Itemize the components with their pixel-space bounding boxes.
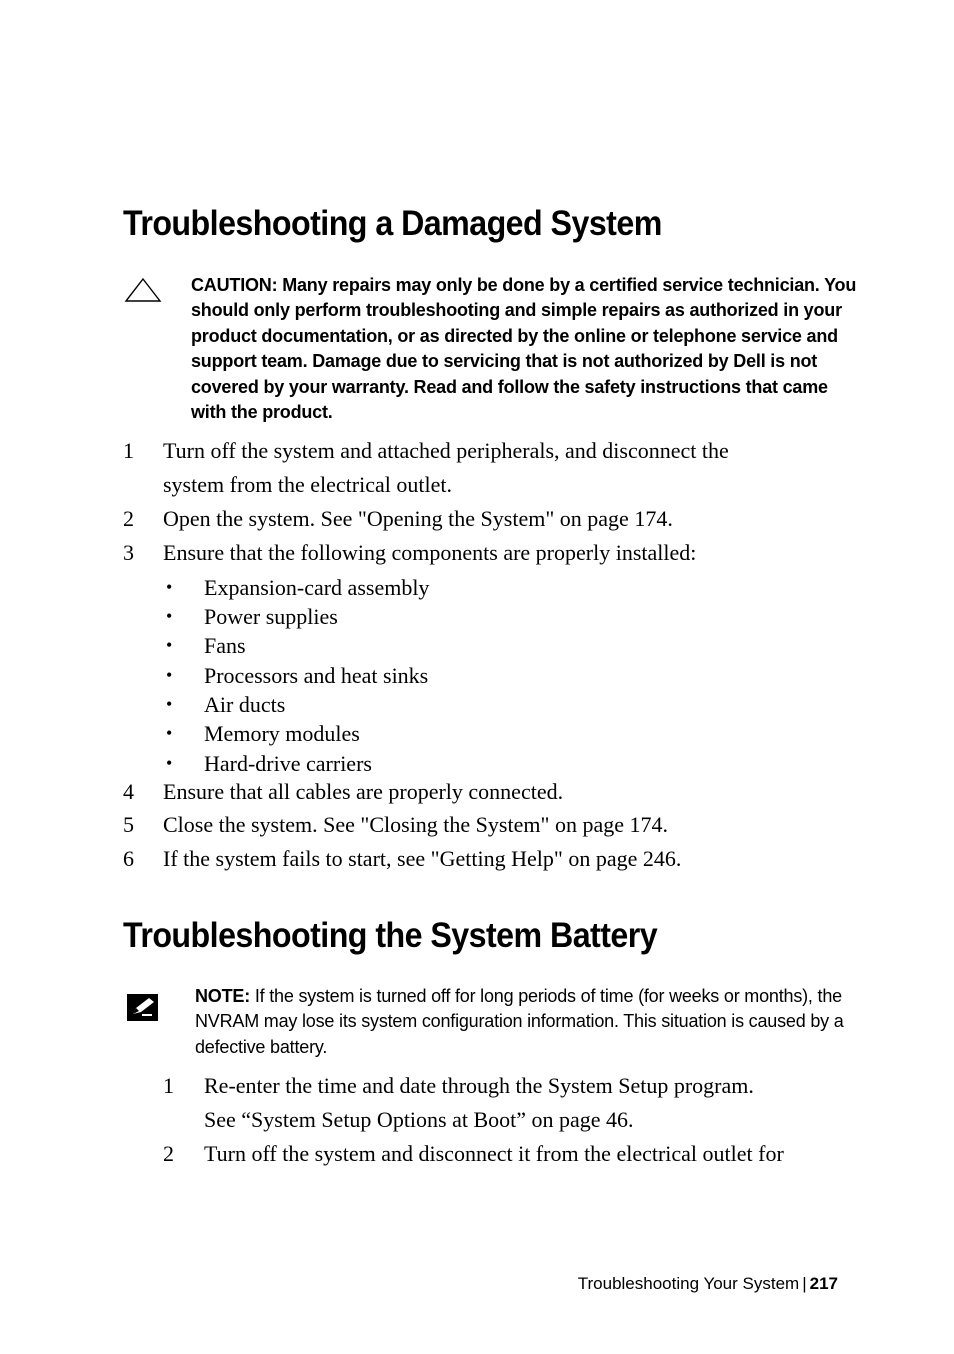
component-list-item: Air ducts <box>204 692 286 717</box>
bullet-icon: • <box>166 606 173 626</box>
bullet-icon: • <box>166 665 173 685</box>
section-heading-damaged-system: Troubleshooting a Damaged System <box>123 204 662 243</box>
page-footer <box>578 1273 838 1295</box>
step-text: Re-enter the time and date through the System Setup program. <box>204 1073 754 1098</box>
step-text-continued: See “System Setup Options at Boot” on page 46. <box>204 1107 634 1132</box>
note-text: If the system is turned off for long periods of time (for weeks or months), the NVRAM may lose its system configuration information. This situation is caused by a defective battery. <box>195 986 844 1057</box>
step-number: 1 <box>123 438 134 463</box>
step-text: Turn off the system and attached peripherals, and disconnect the <box>163 438 729 463</box>
step-text: Open the system. See "Opening the System" on page 174. <box>163 506 673 531</box>
note-pencil-icon <box>127 994 158 1021</box>
step-number: 5 <box>123 812 134 837</box>
step-number: 4 <box>123 779 134 804</box>
bullet-icon: • <box>166 723 173 743</box>
component-list-item: Hard-drive carriers <box>204 751 372 776</box>
step-number: 2 <box>163 1141 174 1166</box>
component-list-item: Processors and heat sinks <box>204 663 429 688</box>
component-list-item: Memory modules <box>204 721 360 746</box>
step-number: 1 <box>163 1073 174 1098</box>
bullet-icon: • <box>166 753 173 773</box>
step-text: Ensure that the following components are properly installed: <box>163 540 697 565</box>
component-list-item: Fans <box>204 633 246 658</box>
caution-triangle-icon <box>124 277 162 303</box>
step-number: 3 <box>123 540 134 565</box>
component-list-item: Power supplies <box>204 604 338 629</box>
step-number: 6 <box>123 846 134 871</box>
step-text: Close the system. See "Closing the System" on page 174. <box>163 812 668 837</box>
step-text: Ensure that all cables are properly connected. <box>163 779 564 804</box>
page-number: 217 <box>809 1274 838 1293</box>
bullet-icon: • <box>166 635 173 655</box>
component-list-item: Expansion-card assembly <box>204 575 430 600</box>
caution-notice: CAUTION: Many repairs may only be done by a certified service technician. You should only perform troubleshooting and simple repairs as authorized in your product documentation, or as directed by the online or telephone service and support team. Damage due to servicing that is not authorized by Dell is not covered by your warranty. Read and follow the safety instructions that came with the product. <box>191 275 857 423</box>
note-block <box>195 984 855 1060</box>
step-text: Turn off the system and disconnect it from the electrical outlet for <box>204 1141 784 1166</box>
note-label: NOTE: <box>195 986 250 1006</box>
step-text: If the system fails to start, see "Getting Help" on page 246. <box>163 846 682 871</box>
section-heading-system-battery: Troubleshooting the System Battery <box>123 916 658 955</box>
footer-chapter-title: Troubleshooting Your System <box>577 1274 800 1293</box>
step-text-continued: system from the electrical outlet. <box>163 472 452 497</box>
step-number: 2 <box>123 506 134 531</box>
bullet-icon: • <box>166 577 173 597</box>
footer-separator: | <box>802 1274 807 1293</box>
bullet-icon: • <box>166 694 173 714</box>
